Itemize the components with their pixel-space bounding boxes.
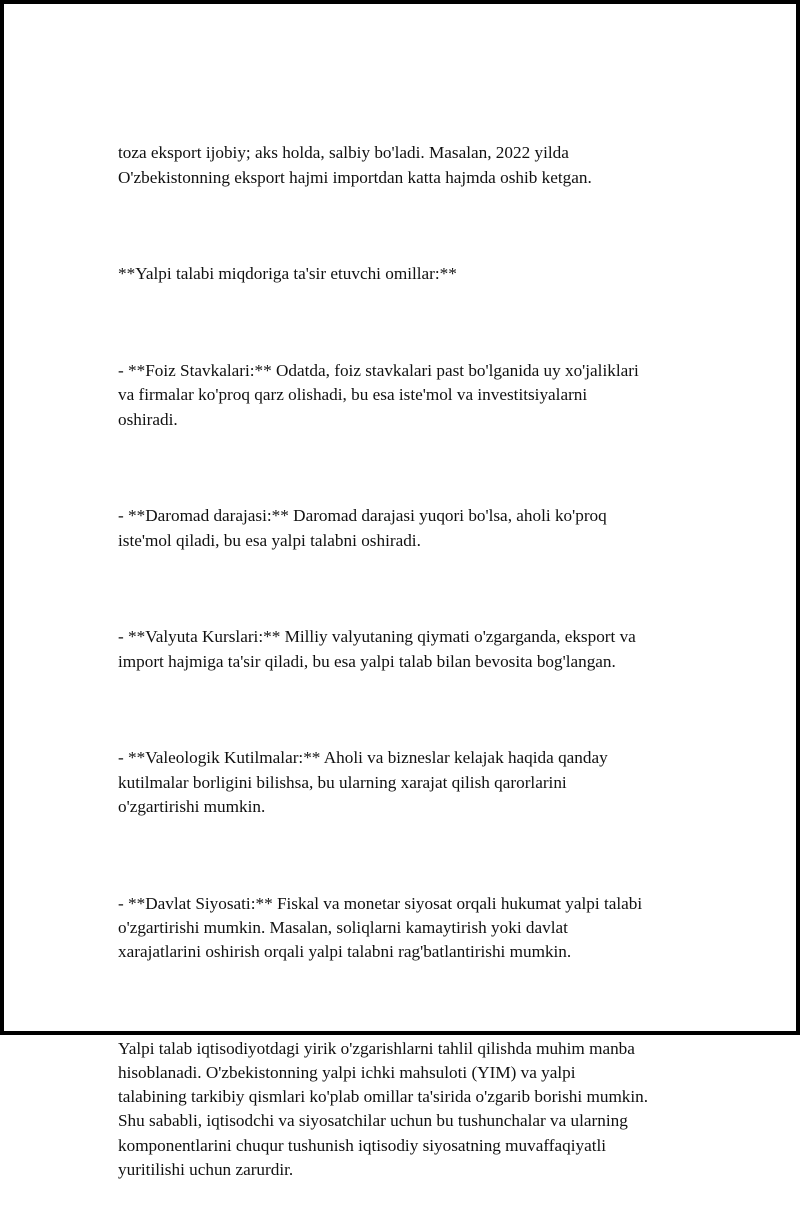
document-body [118,93,698,1230]
paragraph-export-intro: toza eksport ijobiy; aks holda, salbiy bo'ladi. Masalan, 2022 yilda O'zbekistonning eksport hajmi importdan katta hajmda oshib ketgan. [118,143,592,187]
list-item-government-policy: - **Davlat Siyosati:** Fiskal va monetar siyosat orqali hukumat yalpi talabi o'zgartirishi mumkin. Masalan, soliqlarni kamaytirish yoki davlat xarajatlarini oshirish orqali yalpi talabni rag'batlantirishi mumkin. [118,893,643,962]
paragraph-conclusion: Yalpi talab iqtisodiyotdagi yirik o'zgarishlarni tahlil qilishda muhim manba hisoblanadi. O'zbekistonning yalpi ichki mahsuloti (YIM) va yalpi talabining tarkibiy qismlari ko'plab omillar ta'sirida o'zgarib borishi mumkin. Shu sababli, iqtisodchi va siyosatchilar uchun bu tushunchalar va ularning komponentlarini chuqur tushunish iqtisodiy siyosatning muvaffaqiyatli yuritilishi uchun zarurdir. [118,1038,649,1179]
list-item-exchange-rates: - **Valyuta Kurslari:** Milliy valyutaning qiymati o'zgarganda, eksport va import hajmiga ta'sir qiladi, bu esa yalpi talab bilan bevosita bog'langan. [118,627,636,671]
list-item-income-level: - **Daromad darajasi:** Daromad darajasi yuqori bo'lsa, aholi ko'proq iste'mol qiladi, bu esa yalpi talabni oshiradi. [118,506,607,550]
list-item-interest-rates: - **Foiz Stavkalari:** Odatda, foiz stavkalari past bo'lganida uy xo'jaliklari va firmalar ko'proq qarz olishadi, bu esa iste'mol va investitsiyalarni oshiradi. [118,361,639,429]
section-heading: **Yalpi talabi miqdoriga ta'sir etuvchi omillar:** [118,264,457,284]
list-item-expectations: - **Valeologik Kutilmalar:** Aholi va bizneslar kelajak haqida qanday kutilmalar borligini bilishsa, bu ularning xarajat qilish qarorlarini o'zgartirishi mumkin. [118,748,608,816]
